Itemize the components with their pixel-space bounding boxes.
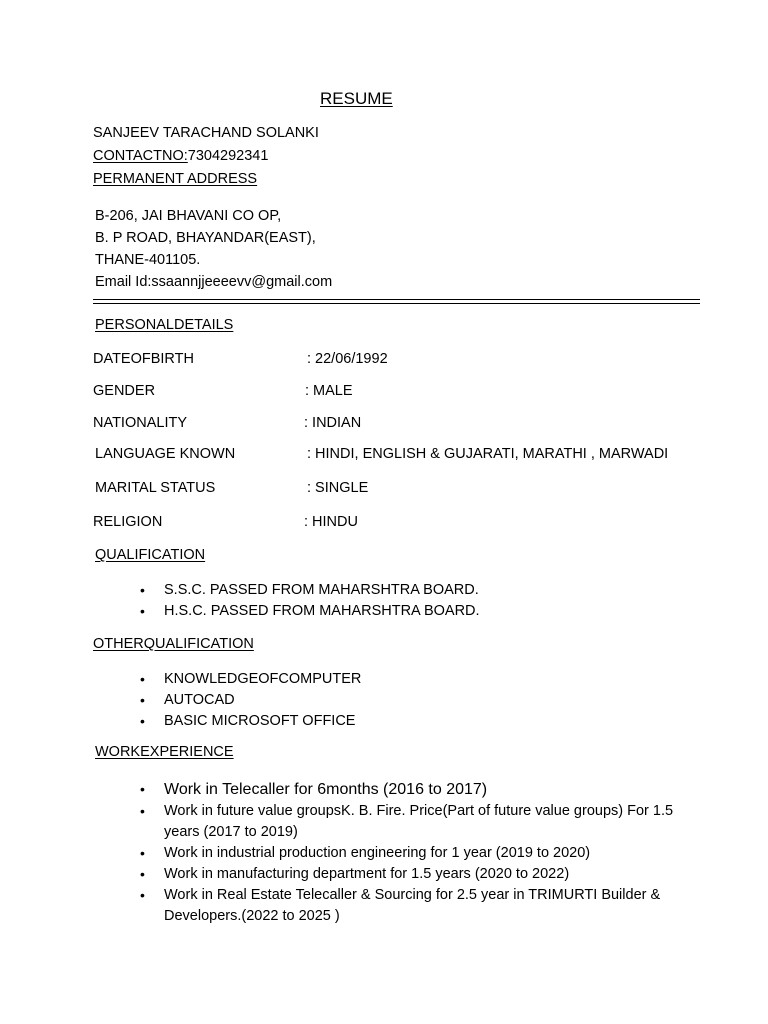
address-line: B-206, JAI BHAVANI CO OP, bbox=[95, 208, 282, 224]
value-religion: : HINDU bbox=[304, 514, 358, 530]
divider-line bbox=[93, 299, 700, 300]
qualification-heading: QUALIFICATION bbox=[95, 547, 206, 563]
address-block bbox=[95, 205, 332, 293]
contact-line bbox=[93, 148, 268, 164]
value-dob: : 22/06/1992 bbox=[307, 351, 388, 367]
address-line: B. P ROAD, BHAYANDAR(EAST), bbox=[95, 230, 316, 246]
label-language: LANGUAGE KNOWN bbox=[95, 446, 236, 462]
value-language: : HINDI, ENGLISH & GUJARATI, MARATHI , MARWADI bbox=[307, 446, 669, 462]
list-item: • Work in Telecaller for 6months (2016 to 2017) bbox=[140, 778, 676, 801]
list-item: • Work in industrial production engineering for 1 year (2019 to 2020) bbox=[140, 843, 676, 864]
list-item: • KNOWLEDGEOFCOMPUTER bbox=[140, 669, 361, 690]
resume-title: RESUME bbox=[320, 89, 393, 108]
list-item: • Work in future value groupsK. B. Fire. Price(Part of future value groups) For 1.5 years (2017 to 2019) bbox=[140, 801, 676, 843]
work-experience-heading: WORKEXPERIENCE bbox=[95, 744, 234, 760]
address-heading: PERMANENT ADDRESS bbox=[93, 171, 258, 187]
label-marital-status: MARITAL STATUS bbox=[95, 480, 216, 496]
address-line: THANE-401105. bbox=[95, 252, 201, 268]
other-qualification-list bbox=[140, 669, 361, 732]
divider-line bbox=[93, 303, 700, 304]
label-dob: DATEOFBIRTH bbox=[93, 351, 194, 367]
value-nationality: : INDIAN bbox=[304, 415, 362, 431]
list-item: • H.S.C. PASSED FROM MAHARSHTRA BOARD. bbox=[140, 601, 480, 622]
qualification-list bbox=[140, 580, 480, 622]
list-item: • BASIC MICROSOFT OFFICE bbox=[140, 711, 361, 732]
value-gender: : MALE bbox=[305, 383, 353, 399]
list-item: • S.S.C. PASSED FROM MAHARSHTRA BOARD. bbox=[140, 580, 480, 601]
label-nationality: NATIONALITY bbox=[93, 415, 187, 431]
label-gender: GENDER bbox=[93, 383, 156, 399]
candidate-name: SANJEEV TARACHAND SOLANKI bbox=[93, 125, 319, 141]
email-line: Email Id:ssaannjjeeeevv@gmail.com bbox=[95, 274, 333, 290]
contact-label: CONTACTNO: bbox=[93, 148, 188, 164]
personal-details-heading: PERSONALDETAILS bbox=[95, 317, 234, 333]
label-religion: RELIGION bbox=[93, 514, 163, 530]
other-qualification-heading: OTHERQUALIFICATION bbox=[93, 636, 254, 652]
contact-number: 7304292341 bbox=[187, 148, 269, 164]
work-experience-list bbox=[140, 778, 676, 927]
value-marital-status: : SINGLE bbox=[307, 480, 369, 496]
list-item: • Work in manufacturing department for 1.5 years (2020 to 2022) bbox=[140, 864, 676, 885]
list-item: • AUTOCAD bbox=[140, 690, 361, 711]
list-item: • Work in Real Estate Telecaller & Sourcing for 2.5 year in TRIMURTI Builder & Developers.(2022 to 2025 ) bbox=[140, 885, 676, 927]
